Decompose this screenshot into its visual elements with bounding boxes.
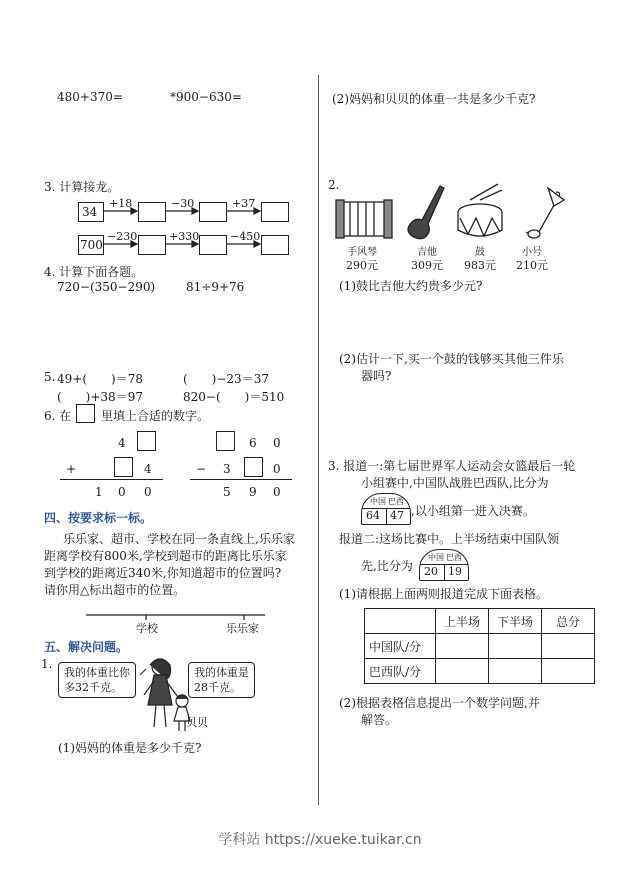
q3-report2-a: 报道二:这场比赛中。上半场结束中国队领 — [339, 532, 560, 546]
v2-r2-d2: 0 — [273, 462, 281, 476]
sec4-text-4: 请你用△标出超市的位置。 — [44, 583, 186, 597]
q6-title-pre: 6. 在 — [44, 409, 72, 423]
chain-arrows — [0, 0, 320, 260]
q5-c: ( )+38＝97 — [57, 390, 143, 404]
v1-r3-d3: 0 — [144, 485, 152, 499]
instrument-name-4: 小号 — [522, 247, 542, 258]
table-cell[interactable] — [489, 634, 542, 659]
instruments-illustration — [330, 178, 570, 242]
q3-sub1: (1)请根据上面两则报道完成下面表格。 — [339, 587, 548, 601]
chain1-op-3: +37 — [232, 197, 256, 210]
q6-title-post: 里填上合适的数字。 — [101, 409, 210, 423]
q2-sub2-a: (2)估计一下,买一个鼓的钱够买其他三件乐 — [339, 352, 564, 366]
v1-r3-d1: 1 — [95, 485, 103, 499]
q2-sub2-b: 器吗? — [361, 369, 392, 383]
q3-sub2-a: (2)根据表格信息提出一个数学问题,并 — [339, 696, 540, 710]
q3-report1-b: 小组赛中,中国队战胜巴西队,比分为 — [361, 476, 549, 490]
table-row-label: 巴西队/分 — [365, 659, 436, 684]
q2-sub1: (1)鼓比吉他大约贵多少元? — [339, 279, 483, 293]
sec4-text-3: 到学校的距离近340米,你知道超市的位置吗? — [44, 566, 282, 580]
v1-r1-d1: 4 — [118, 436, 126, 450]
sec4-text-1: 乐乐家、超市、学校在同一条直线上,乐乐家 — [63, 532, 295, 546]
instrument-name-1: 手风琴 — [347, 247, 377, 258]
q1-label: 1. — [41, 657, 53, 671]
calc-a: 480+370= — [57, 90, 123, 104]
table-header-cell: 总分 — [542, 609, 595, 634]
v2-line — [190, 479, 292, 480]
q4-a: 720−(350−290) — [57, 280, 156, 294]
chain2-op-1: −230 — [107, 230, 138, 243]
instrument-name-2: 吉他 — [417, 247, 437, 258]
table-cell[interactable] — [489, 659, 542, 684]
q3-sub2-b: 解答。 — [361, 713, 398, 727]
table-cell[interactable] — [436, 634, 489, 659]
chain1-start-box: 34 — [78, 202, 104, 222]
footer-watermark: 学科站 https://xueke.tuikar.cn — [218, 832, 422, 848]
chain2-blank-1[interactable] — [138, 235, 166, 255]
table-cell[interactable] — [542, 634, 595, 659]
q6-title-box — [76, 404, 95, 423]
chain2-blank-3[interactable] — [261, 235, 289, 255]
v1-r2-d1: 4 — [144, 462, 152, 476]
q5-label: 5. — [44, 370, 56, 384]
v2-minus: − — [196, 462, 207, 476]
label-school: 学校 — [136, 622, 158, 635]
chain2-blank-2[interactable] — [199, 235, 227, 255]
instrument-price-2: 309元 — [411, 259, 443, 272]
v2-r1-d2: 0 — [273, 436, 281, 450]
calc-b: *900−630= — [170, 90, 242, 104]
instrument-price-3: 983元 — [464, 259, 496, 272]
q2-label: 2. — [328, 178, 340, 192]
v1-blank-1[interactable] — [137, 431, 156, 451]
q3-report1-c: ,以小组第一进入决赛。 — [411, 504, 535, 518]
q5-b: ( )−23＝37 — [183, 372, 269, 386]
q1-1: (1)妈妈的体重是多少千克? — [58, 741, 202, 755]
v1-plus: + — [66, 462, 77, 476]
table-cell[interactable] — [436, 659, 489, 684]
instrument-price-4: 210元 — [516, 259, 548, 272]
bubble-mom: 我的体重比你 多32千克。 — [58, 662, 136, 698]
v2-r3-d2: 9 — [249, 485, 257, 499]
v1-r3-d2: 0 — [118, 485, 126, 499]
table-header-row — [365, 609, 595, 634]
q5-d: 820−( )＝510 — [183, 390, 285, 404]
v1-line — [60, 479, 163, 480]
table-row-label: 中国队/分 — [365, 634, 436, 659]
scoreboard-final: 中国 巴西 64 47 — [361, 493, 411, 525]
instrument-price-1: 290元 — [346, 259, 378, 272]
v2-r3-d3: 0 — [273, 485, 281, 499]
v2-r2-d1: 3 — [223, 462, 231, 476]
q3-report1-a: 3. 报道一:第七届世界军人运动会女篮最后一轮 — [328, 459, 576, 473]
bubble-beibei: 我的体重是 28千克。 — [188, 662, 255, 698]
score-table — [364, 608, 595, 684]
table-header-cell — [365, 609, 436, 634]
q5-a: 49+( )＝78 — [57, 372, 143, 386]
q4-b: 81÷9+76 — [186, 280, 245, 294]
v2-r1-d1: 6 — [249, 436, 257, 450]
chain1-op-2: −30 — [171, 197, 195, 210]
table-header-cell: 下半场 — [489, 609, 542, 634]
section5-title: 五、解决问题。 — [44, 640, 129, 654]
q4-title: 4. 计算下面各题。 — [44, 265, 144, 279]
chain2-op-3: −450 — [230, 230, 261, 243]
v2-r3-d1: 5 — [223, 485, 231, 499]
table-row — [365, 634, 595, 659]
v1-blank-2[interactable] — [114, 457, 133, 477]
table-cell[interactable] — [542, 659, 595, 684]
chain1-op-1: +18 — [109, 197, 133, 210]
q3-title: 3. 计算接龙。 — [44, 180, 120, 194]
table-row — [365, 659, 595, 684]
table-header-cell: 上半场 — [436, 609, 489, 634]
label-home: 乐乐家 — [226, 622, 259, 635]
section4-title: 四、按要求标一标。 — [44, 511, 153, 525]
sec4-text-2: 距离学校有800米,学校到超市的距离比乐乐家 — [44, 549, 287, 563]
v2-blank-1[interactable] — [216, 431, 235, 451]
scoreboard-halftime: 中国 巴西 20 19 — [419, 549, 469, 581]
chain2-start-box: 700 — [78, 235, 104, 255]
beibei-name: 贝贝 — [186, 716, 208, 729]
chain2-op-2: +330 — [169, 230, 200, 243]
v2-blank-2[interactable] — [244, 457, 263, 477]
q3-report2-b: 先,比分为 — [361, 559, 413, 573]
instrument-name-3: 鼓 — [475, 247, 485, 258]
q1-2: (2)妈妈和贝贝的体重一共是多少千克? — [332, 92, 536, 106]
